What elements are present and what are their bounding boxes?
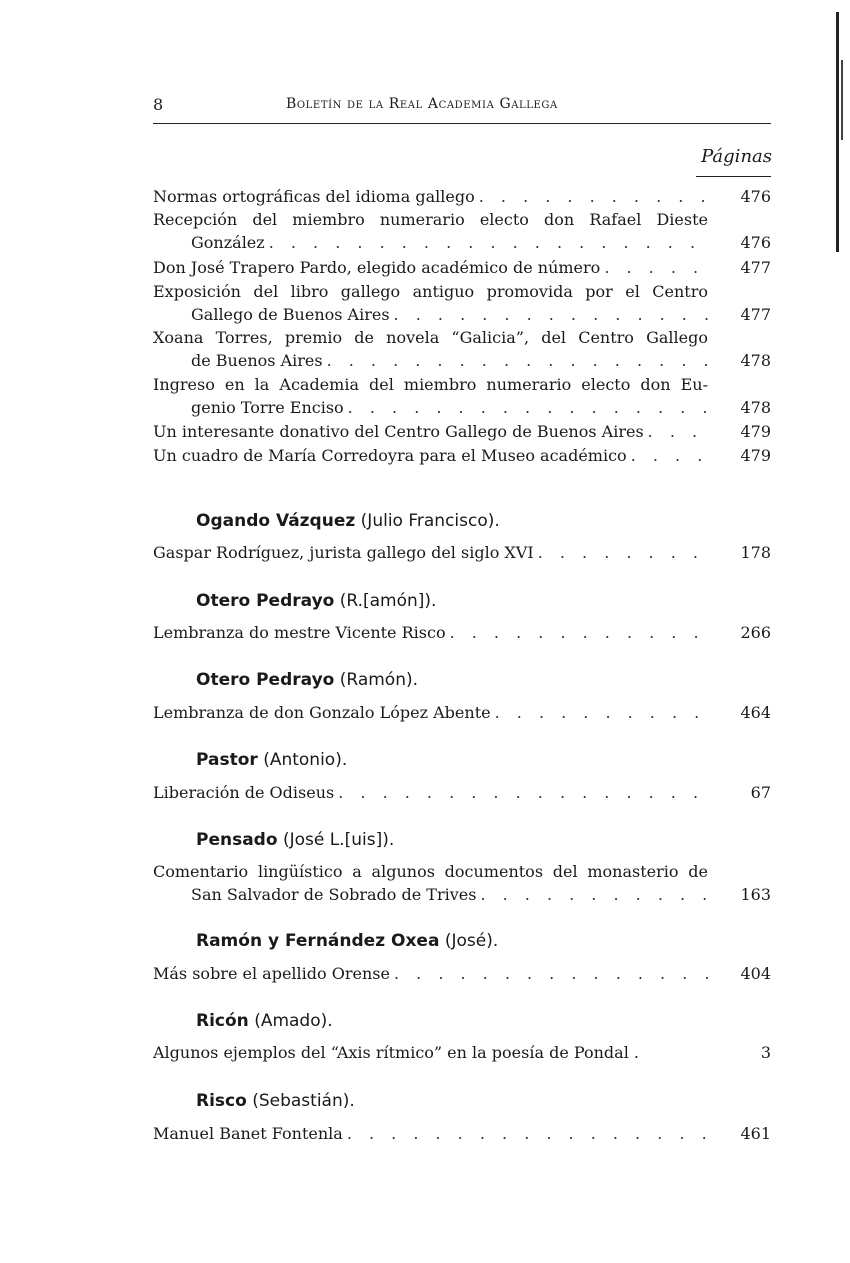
entry-page: 479	[740, 422, 771, 441]
author-surname: Ramón y Fernández Oxea	[196, 931, 440, 951]
entry-title: Algunos ejemplos del “Axis rítmico” en la poesía de Pondal .	[153, 1043, 639, 1062]
leader-dots	[344, 396, 709, 419]
author-given-name: (Antonio).	[263, 750, 348, 770]
leader-dots	[534, 541, 709, 564]
author-surname: Ogando Vázquez	[196, 511, 356, 531]
index-entry	[153, 280, 771, 326]
entry-page: 67	[750, 783, 771, 802]
index-entry	[153, 781, 771, 804]
author-given-name: (Julio Francisco).	[360, 511, 500, 531]
entry-title: Don José Trapero Pardo, elegido académico de número	[153, 258, 601, 277]
author-surname: Risco	[196, 1091, 247, 1111]
leader-dots	[446, 621, 709, 644]
author-surname: Otero Pedrayo	[196, 591, 335, 611]
author-given-name: (José L.[uis]).	[282, 830, 395, 850]
author-given-name: (R.[amón]).	[339, 591, 437, 611]
leader-dots	[600, 256, 709, 279]
running-header	[153, 95, 771, 124]
column-label-pages: Páginas	[701, 146, 772, 167]
index-entry	[153, 256, 771, 279]
author-heading	[196, 750, 347, 770]
leader-dots	[390, 962, 709, 985]
entry-title: Más sobre el apellido Orense	[153, 964, 390, 983]
author-surname: Ricón	[196, 1011, 249, 1031]
entry-title-cont: genio Torre Enciso	[191, 398, 344, 417]
entry-page: 476	[740, 187, 771, 206]
author-heading	[196, 931, 498, 951]
entry-title: Exposición del libro gallego antiguo promovida por el Centro	[153, 282, 708, 301]
entry-page: 266	[740, 623, 771, 642]
entry-title: Ingreso en la Academia del miembro numerario electo don Eu-	[153, 375, 708, 394]
author-surname: Pastor	[196, 750, 258, 770]
entry-title: Lembranza de don Gonzalo López Abente	[153, 703, 491, 722]
author-given-name: (Ramón).	[339, 670, 419, 690]
entry-page: 477	[740, 305, 771, 324]
entry-title-cont: González	[191, 233, 265, 252]
leader-dots	[334, 781, 709, 804]
scan-edge-mark	[841, 60, 843, 140]
entry-title-cont: San Salvador de Sobrado de Trives	[191, 885, 477, 904]
journal-title: Boletín de la Real Academia Gallega	[286, 96, 558, 112]
author-heading	[196, 591, 436, 611]
entry-page: 3	[760, 1043, 771, 1062]
entry-page: 464	[740, 703, 771, 722]
author-heading	[196, 1011, 333, 1031]
scan-edge-mark	[836, 12, 839, 252]
entry-title: Recepción del miembro numerario electo don Rafael Dieste	[153, 210, 708, 229]
author-given-name: (Sebastián).	[252, 1091, 355, 1111]
entry-title: Lembranza do mestre Vicente Risco	[153, 623, 446, 642]
column-label-rule	[696, 176, 771, 177]
entry-title-cont: de Buenos Aires	[191, 351, 323, 370]
entry-page: 476	[740, 233, 771, 252]
author-surname: Pensado	[196, 830, 278, 850]
leader-dots	[476, 883, 709, 906]
author-given-name: (Amado).	[254, 1011, 333, 1031]
author-heading	[196, 511, 500, 531]
entry-page: 478	[740, 398, 771, 417]
entry-title: Normas ortográficas del idioma gallego	[153, 187, 475, 206]
index-entry	[153, 444, 771, 467]
leader-dots	[491, 701, 709, 724]
index-entry	[153, 701, 771, 724]
leader-dots	[265, 231, 709, 254]
leader-dots	[644, 420, 709, 443]
index-entry	[153, 208, 771, 254]
entry-page: 461	[740, 1124, 771, 1143]
entry-title: Manuel Banet Fontenla	[153, 1124, 343, 1143]
author-surname: Otero Pedrayo	[196, 670, 335, 690]
entry-page: 478	[740, 351, 771, 370]
index-entry	[153, 420, 771, 443]
author-heading	[196, 670, 418, 690]
entry-title: Xoana Torres, premio de novela “Galicia”, del Centro Gallego	[153, 328, 708, 347]
page-number: 8	[153, 95, 164, 114]
author-given-name: (José).	[444, 931, 499, 951]
entry-title: Un interesante donativo del Centro Gallego de Buenos Aires	[153, 422, 644, 441]
leader-dots	[627, 444, 709, 467]
index-entry	[153, 621, 771, 644]
leader-dots	[475, 185, 709, 208]
index-entry	[153, 373, 771, 419]
entry-page: 404	[740, 964, 771, 983]
entry-page: 178	[740, 543, 771, 562]
entry-page: 477	[740, 258, 771, 277]
index-entry	[153, 1041, 771, 1064]
leader-dots	[323, 349, 709, 372]
entry-page: 479	[740, 446, 771, 465]
entry-page: 163	[740, 885, 771, 904]
entry-title-cont: Gallego de Buenos Aires	[191, 305, 390, 324]
author-heading	[196, 830, 394, 850]
index-entry	[153, 1122, 771, 1145]
index-entry	[153, 326, 771, 372]
entry-title: Liberación de Odiseus	[153, 783, 335, 802]
index-entry	[153, 962, 771, 985]
index-entry	[153, 185, 771, 208]
index-entry	[153, 541, 771, 564]
author-heading	[196, 1091, 355, 1111]
entry-title: Gaspar Rodríguez, jurista gallego del siglo XVI	[153, 543, 534, 562]
entry-title: Un cuadro de María Corredoyra para el Museo académico	[153, 446, 627, 465]
index-entry	[153, 860, 771, 906]
entry-title: Comentario lingüístico a algunos documentos del monasterio de	[153, 862, 708, 881]
leader-dots	[343, 1122, 709, 1145]
leader-dots	[390, 303, 709, 326]
